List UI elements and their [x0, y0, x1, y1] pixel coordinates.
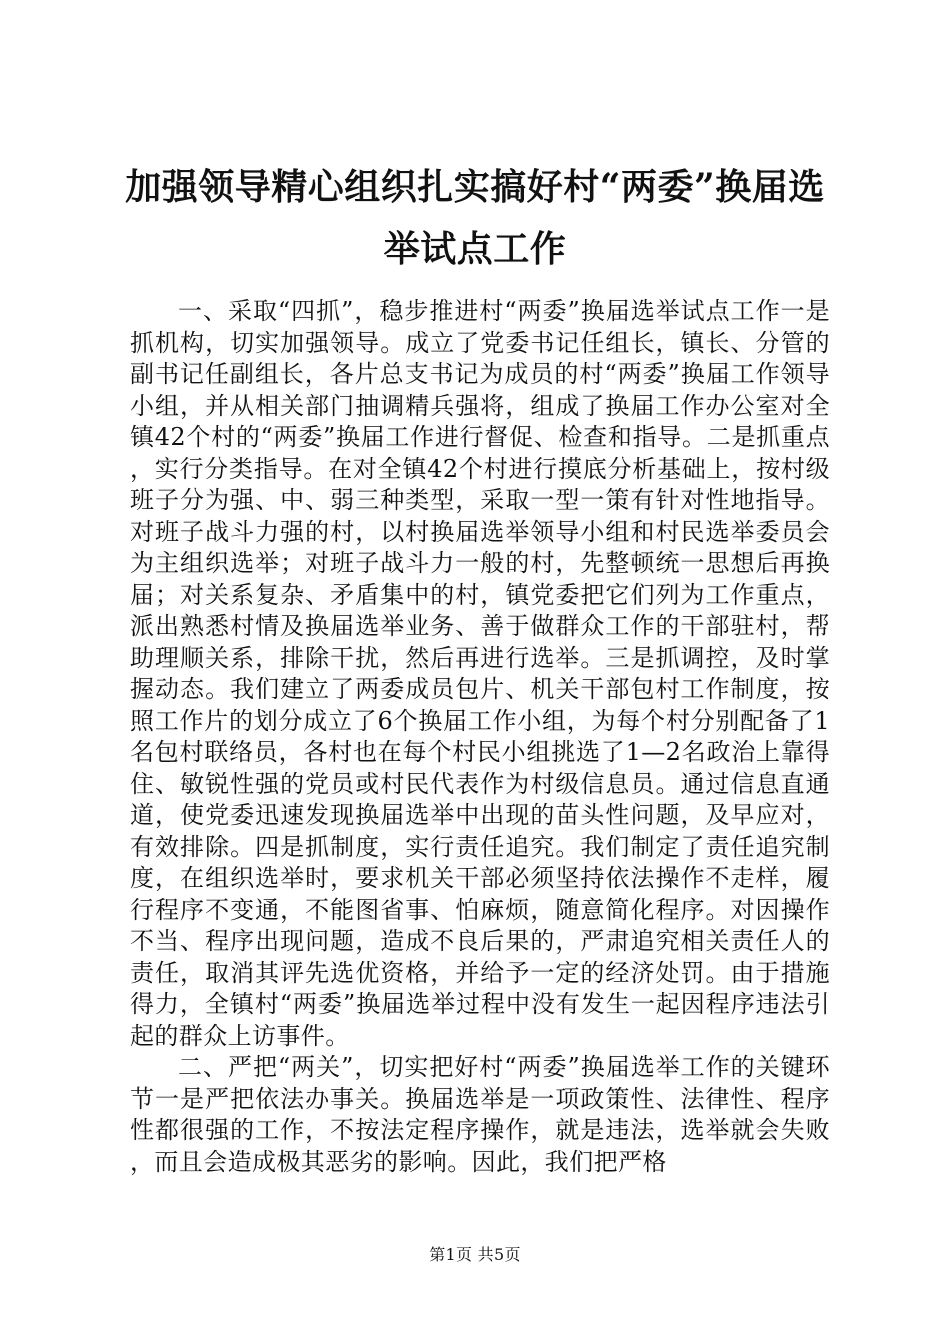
page-footer: 第1页 共5页 [429, 1245, 521, 1264]
paragraph-2: 二、严把“两关”，切实把好村“两委”换届选举工作的关键环节一是严把依法办事关。换届选举是一项政策性、法律性、程序性都很强的工作，不按法定程序操作，就是违法，选举就会失败，而且会造成极其恶劣的影响。因此，我们把严格 [130, 1053, 830, 1176]
paragraph-1: 一、采取“四抓”，稳步推进村“两委”换届选举试点工作一是抓机构，切实加强领导。成立了党委书记任组长，镇长、分管的副书记任副组长，各片总支书记为成员的村“两委”换届工作领导小组，并从相关部门抽调精兵强将，组成了换届工作办公室对全镇42个村的“两委”换届工作进行督促、检查和指导。二是抓重点，实行分类指导。在对全镇42个村进行摸底分析基础上，按村级班子分为强、中、弱三种类型，采取一型一策有针对性地指导。对班子战斗力强的村，以村换届选举领导小组和村民选举委员会为主组织选举；对班子战斗力一般的村，先整顿统一思想后再换届；对关系复杂、矛盾集中的村，镇党委把它们列为工作重点，派出熟悉村情及换届选举业务、善于做群众工作的干部驻村，帮助理顺关系，排除干扰，然后再进行选举。三是抓调控，及时掌握动态。我们建立了两委成员包片、机关干部包村工作制度，按照工作片的划分成立了6个换届工作小组，为每个村分别配备了1名包村联络员，各村也在每个村民小组挑选了1—2名政治上靠得住、敏锐性强的党员或村民代表作为村级信息员。通过信息直通道，使党委迅速发现换届选举中出现的苗头性问题，及早应对，有效排除。四是抓制度，实行责任追究。我们制定了责任追究制度，在组织选举时，要求机关干部必须坚持依法操作不走样，履行程序不变通，不能图省事、怕麻烦，随意简化程序。对因操作不当、程序出现问题，造成不良后果的，严肃追究相关责任人的责任，取消其评先选优资格，并给予一定的经济处罚。由于措施得力，全镇村“两委”换届选举过程中没有发生一起因程序违法引起的群众上访事件。 [130, 297, 830, 1050]
document-body [130, 296, 830, 1178]
document-title: 加强领导精心组织扎实搞好村“两委”换届选举试点工作 [125, 166, 825, 270]
